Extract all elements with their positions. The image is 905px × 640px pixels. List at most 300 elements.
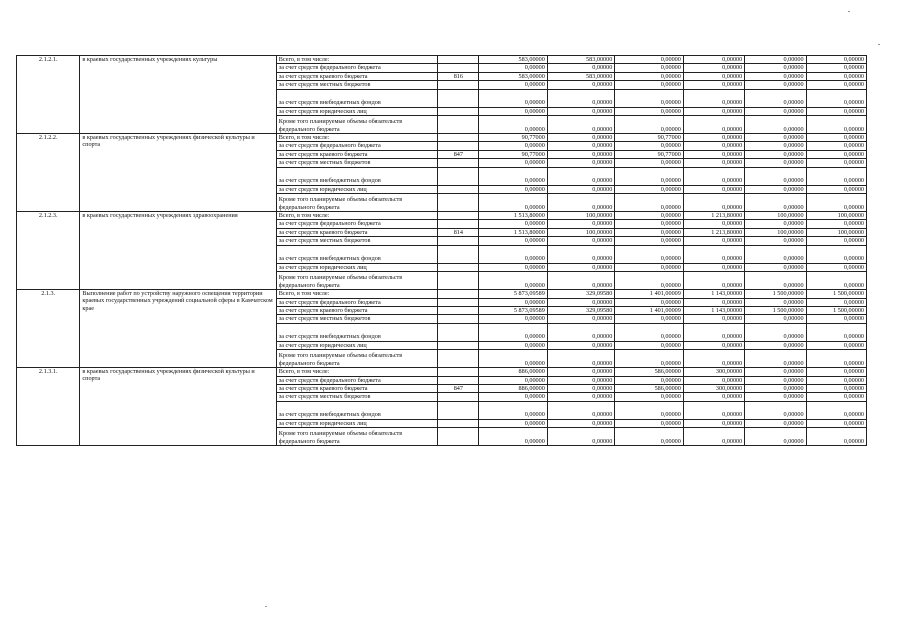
amount-cell: 0,00000 bbox=[615, 64, 684, 72]
agency-code bbox=[438, 393, 479, 401]
agency-code bbox=[438, 368, 479, 376]
amount-cell: 0,00000 bbox=[479, 167, 548, 185]
amount-cell: 0,00000 bbox=[745, 150, 806, 158]
amount-cell: 0,00000 bbox=[683, 150, 744, 158]
amount-cell: 0,00000 bbox=[745, 237, 806, 245]
agency-code: 814 bbox=[438, 228, 479, 236]
funding-source-label: Всего, в том числе: bbox=[276, 212, 438, 220]
funding-source-label: за счет средств внебюджетных фондов bbox=[276, 167, 438, 185]
amount-cell: 0,00000 bbox=[547, 315, 615, 323]
amount-cell: 0,00000 bbox=[547, 368, 615, 376]
amount-cell: 0,00000 bbox=[615, 56, 684, 64]
amount-cell: 90,77000 bbox=[479, 134, 548, 142]
item-code: 2.1.3.1. bbox=[17, 368, 80, 446]
amount-cell: 0,00000 bbox=[806, 350, 866, 368]
agency-code bbox=[438, 290, 479, 298]
amount-cell: 0,00000 bbox=[745, 393, 806, 401]
amount-cell: 0,00000 bbox=[683, 237, 744, 245]
amount-cell: 0,00000 bbox=[547, 64, 615, 72]
funding-source-label: за счет средств юридических лиц bbox=[276, 107, 438, 115]
amount-cell: 0,00000 bbox=[683, 89, 744, 107]
amount-cell: 0,00000 bbox=[479, 81, 548, 89]
amount-cell: 0,00000 bbox=[806, 159, 866, 167]
amount-cell: 100,00000 bbox=[547, 212, 615, 220]
agency-code bbox=[438, 220, 479, 228]
amount-cell: 583,00000 bbox=[547, 56, 615, 64]
amount-cell: 1 213,80000 bbox=[683, 212, 744, 220]
table-row bbox=[17, 134, 867, 142]
item-code: 2.1.3. bbox=[17, 290, 80, 368]
amount-cell: 0,00000 bbox=[806, 81, 866, 89]
amount-cell: 0,00000 bbox=[615, 272, 684, 290]
funding-source-label: Всего, в том числе: bbox=[276, 368, 438, 376]
agency-code bbox=[438, 107, 479, 115]
agency-code bbox=[438, 376, 479, 384]
amount-cell: 0,00000 bbox=[806, 245, 866, 263]
funding-source-label: Всего, в том числе: bbox=[276, 56, 438, 64]
amount-cell: 0,00000 bbox=[683, 142, 744, 150]
amount-cell: 0,00000 bbox=[615, 107, 684, 115]
amount-cell: 0,00000 bbox=[745, 142, 806, 150]
amount-cell: 0,00000 bbox=[745, 298, 806, 306]
agency-code bbox=[438, 323, 479, 341]
amount-cell: 0,00000 bbox=[547, 384, 615, 392]
amount-cell: 0,00000 bbox=[745, 159, 806, 167]
item-name: в краевых государственных учреждениях физической культуры и спорта bbox=[80, 134, 276, 212]
amount-cell: 0,00000 bbox=[479, 107, 548, 115]
amount-cell: 0,00000 bbox=[547, 401, 615, 419]
amount-cell: 0,00000 bbox=[683, 315, 744, 323]
amount-cell: 0,00000 bbox=[547, 89, 615, 107]
amount-cell: 0,00000 bbox=[615, 237, 684, 245]
agency-code bbox=[438, 419, 479, 427]
agency-code bbox=[438, 306, 479, 314]
amount-cell: 0,00000 bbox=[745, 368, 806, 376]
amount-cell: 0,00000 bbox=[745, 167, 806, 185]
amount-cell: 0,00000 bbox=[547, 245, 615, 263]
table-row bbox=[17, 212, 867, 220]
table-row bbox=[17, 56, 867, 64]
funding-source-label: за счет средств местных бюджетов bbox=[276, 237, 438, 245]
funding-source-label: за счет средств внебюджетных фондов bbox=[276, 89, 438, 107]
amount-cell: 0,00000 bbox=[745, 419, 806, 427]
amount-cell: 0,00000 bbox=[547, 167, 615, 185]
amount-cell: 0,00000 bbox=[745, 341, 806, 349]
amount-cell: 0,00000 bbox=[479, 220, 548, 228]
amount-cell: 0,00000 bbox=[745, 323, 806, 341]
scan-speck bbox=[878, 44, 880, 45]
amount-cell: 586,00000 bbox=[615, 368, 684, 376]
amount-cell: 0,00000 bbox=[745, 401, 806, 419]
funding-source-label: за счет средств юридических лиц bbox=[276, 419, 438, 427]
amount-cell: 0,00000 bbox=[683, 220, 744, 228]
funding-source-label: за счет средств краевого бюджета bbox=[276, 72, 438, 80]
amount-cell: 0,00000 bbox=[547, 393, 615, 401]
amount-cell: 0,00000 bbox=[683, 376, 744, 384]
item-code: 2.1.2.1. bbox=[17, 56, 80, 134]
amount-cell: 1 500,00000 bbox=[745, 306, 806, 314]
amount-cell: 0,00000 bbox=[615, 167, 684, 185]
amount-cell: 0,00000 bbox=[615, 116, 684, 134]
amount-cell: 0,00000 bbox=[806, 298, 866, 306]
amount-cell: 0,00000 bbox=[806, 142, 866, 150]
agency-code: 847 bbox=[438, 150, 479, 158]
amount-cell: 100,00000 bbox=[806, 212, 866, 220]
agency-code bbox=[438, 159, 479, 167]
table-row bbox=[17, 290, 867, 298]
amount-cell: 0,00000 bbox=[683, 263, 744, 271]
amount-cell: 0,00000 bbox=[745, 134, 806, 142]
amount-cell: 0,00000 bbox=[745, 56, 806, 64]
funding-source-label: Всего, в том числе: bbox=[276, 290, 438, 298]
amount-cell: 5 873,09589 bbox=[479, 290, 548, 298]
amount-cell: 0,00000 bbox=[806, 194, 866, 212]
scan-speck bbox=[265, 606, 267, 607]
amount-cell: 0,00000 bbox=[745, 263, 806, 271]
amount-cell: 0,00000 bbox=[806, 263, 866, 271]
amount-cell: 0,00000 bbox=[806, 368, 866, 376]
table-row bbox=[17, 368, 867, 376]
agency-code bbox=[438, 401, 479, 419]
amount-cell: 5 873,09589 bbox=[479, 306, 548, 314]
amount-cell: 0,00000 bbox=[745, 428, 806, 446]
funding-source-label: за счет средств внебюджетных фондов bbox=[276, 401, 438, 419]
amount-cell: 1 500,00000 bbox=[745, 290, 806, 298]
amount-cell: 0,00000 bbox=[547, 142, 615, 150]
amount-cell: 0,00000 bbox=[479, 185, 548, 193]
amount-cell: 0,00000 bbox=[806, 220, 866, 228]
amount-cell: 0,00000 bbox=[745, 384, 806, 392]
funding-source-label: за счет средств федерального бюджета bbox=[276, 376, 438, 384]
agency-code bbox=[438, 428, 479, 446]
amount-cell: 0,00000 bbox=[745, 72, 806, 80]
funding-source-label: за счет средств местных бюджетов bbox=[276, 393, 438, 401]
amount-cell: 0,00000 bbox=[683, 167, 744, 185]
funding-source-label: за счет средств краевого бюджета bbox=[276, 228, 438, 236]
amount-cell: 0,00000 bbox=[479, 116, 548, 134]
amount-cell: 0,00000 bbox=[745, 185, 806, 193]
item-code: 2.1.2.3. bbox=[17, 212, 80, 290]
amount-cell: 90,77000 bbox=[615, 134, 684, 142]
agency-code bbox=[438, 298, 479, 306]
funding-source-label: Кроме того планируемые объемы обязательств федерального бюджета bbox=[276, 350, 438, 368]
amount-cell: 0,00000 bbox=[683, 72, 744, 80]
amount-cell: 0,00000 bbox=[745, 272, 806, 290]
amount-cell: 0,00000 bbox=[806, 393, 866, 401]
amount-cell: 0,00000 bbox=[479, 298, 548, 306]
amount-cell: 0,00000 bbox=[683, 134, 744, 142]
amount-cell: 0,00000 bbox=[806, 150, 866, 158]
amount-cell: 1 500,00000 bbox=[806, 306, 866, 314]
amount-cell: 0,00000 bbox=[479, 428, 548, 446]
funding-source-label: за счет средств внебюджетных фондов bbox=[276, 245, 438, 263]
amount-cell: 0,00000 bbox=[745, 315, 806, 323]
amount-cell: 0,00000 bbox=[547, 428, 615, 446]
amount-cell: 0,00000 bbox=[683, 350, 744, 368]
amount-cell: 0,00000 bbox=[547, 272, 615, 290]
agency-code bbox=[438, 185, 479, 193]
agency-code bbox=[438, 167, 479, 185]
amount-cell: 0,00000 bbox=[615, 419, 684, 427]
amount-cell: 0,00000 bbox=[547, 341, 615, 349]
amount-cell: 0,00000 bbox=[615, 194, 684, 212]
amount-cell: 0,00000 bbox=[479, 376, 548, 384]
amount-cell: 0,00000 bbox=[547, 134, 615, 142]
amount-cell: 0,00000 bbox=[615, 228, 684, 236]
amount-cell: 886,00000 bbox=[479, 384, 548, 392]
amount-cell: 0,00000 bbox=[615, 159, 684, 167]
funding-source-label: за счет средств местных бюджетов bbox=[276, 159, 438, 167]
amount-cell: 0,00000 bbox=[615, 185, 684, 193]
budget-table bbox=[16, 55, 867, 446]
funding-source-label: Кроме того планируемые объемы обязательств федерального бюджета bbox=[276, 272, 438, 290]
amount-cell: 0,00000 bbox=[479, 142, 548, 150]
amount-cell: 583,00000 bbox=[479, 72, 548, 80]
agency-code bbox=[438, 142, 479, 150]
amount-cell: 0,00000 bbox=[547, 298, 615, 306]
amount-cell: 0,00000 bbox=[745, 64, 806, 72]
agency-code bbox=[438, 64, 479, 72]
agency-code bbox=[438, 81, 479, 89]
amount-cell: 0,00000 bbox=[745, 89, 806, 107]
amount-cell: 0,00000 bbox=[547, 194, 615, 212]
agency-code bbox=[438, 56, 479, 64]
amount-cell: 0,00000 bbox=[615, 212, 684, 220]
amount-cell: 1 500,00000 bbox=[806, 290, 866, 298]
amount-cell: 0,00000 bbox=[479, 350, 548, 368]
amount-cell: 0,00000 bbox=[547, 81, 615, 89]
funding-source-label: за счет средств юридических лиц bbox=[276, 185, 438, 193]
agency-code bbox=[438, 212, 479, 220]
amount-cell: 0,00000 bbox=[615, 393, 684, 401]
amount-cell: 300,00000 bbox=[683, 368, 744, 376]
funding-source-label: Кроме того планируемые объемы обязательств федерального бюджета bbox=[276, 194, 438, 212]
amount-cell: 0,00000 bbox=[806, 419, 866, 427]
amount-cell: 0,00000 bbox=[615, 263, 684, 271]
amount-cell: 0,00000 bbox=[806, 428, 866, 446]
amount-cell: 0,00000 bbox=[615, 315, 684, 323]
amount-cell: 0,00000 bbox=[806, 56, 866, 64]
amount-cell: 0,00000 bbox=[683, 272, 744, 290]
amount-cell: 0,00000 bbox=[547, 150, 615, 158]
amount-cell: 0,00000 bbox=[547, 185, 615, 193]
amount-cell: 0,00000 bbox=[479, 419, 548, 427]
amount-cell: 90,77000 bbox=[615, 150, 684, 158]
amount-cell: 0,00000 bbox=[683, 323, 744, 341]
agency-code bbox=[438, 263, 479, 271]
item-name: Выполнение работ по устройству наружного освещения территории краевых государственных учреждений социальной сферы в Камчатском крае bbox=[80, 290, 276, 368]
amount-cell: 0,00000 bbox=[745, 376, 806, 384]
amount-cell: 1 401,00009 bbox=[615, 290, 684, 298]
amount-cell: 0,00000 bbox=[615, 81, 684, 89]
amount-cell: 0,00000 bbox=[547, 323, 615, 341]
amount-cell: 0,00000 bbox=[806, 64, 866, 72]
amount-cell: 0,00000 bbox=[547, 376, 615, 384]
amount-cell: 0,00000 bbox=[479, 159, 548, 167]
agency-code: 847 bbox=[438, 384, 479, 392]
amount-cell: 0,00000 bbox=[806, 167, 866, 185]
item-code: 2.1.2.2. bbox=[17, 134, 80, 212]
amount-cell: 0,00000 bbox=[547, 159, 615, 167]
amount-cell: 0,00000 bbox=[479, 315, 548, 323]
amount-cell: 0,00000 bbox=[806, 341, 866, 349]
funding-source-label: за счет средств краевого бюджета bbox=[276, 384, 438, 392]
scan-speck bbox=[848, 11, 850, 12]
amount-cell: 90,77000 bbox=[479, 150, 548, 158]
amount-cell: 0,00000 bbox=[479, 323, 548, 341]
amount-cell: 0,00000 bbox=[806, 272, 866, 290]
amount-cell: 0,00000 bbox=[683, 419, 744, 427]
agency-code bbox=[438, 315, 479, 323]
amount-cell: 0,00000 bbox=[683, 56, 744, 64]
agency-code bbox=[438, 272, 479, 290]
amount-cell: 0,00000 bbox=[806, 384, 866, 392]
funding-source-label: за счет средств федерального бюджета bbox=[276, 64, 438, 72]
funding-source-label: за счет средств местных бюджетов bbox=[276, 81, 438, 89]
amount-cell: 0,00000 bbox=[615, 142, 684, 150]
table-body bbox=[17, 56, 867, 446]
funding-source-label: Кроме того планируемые объемы обязательств федерального бюджета bbox=[276, 428, 438, 446]
funding-source-label: Кроме того планируемые объемы обязательств федерального бюджета bbox=[276, 116, 438, 134]
amount-cell: 583,00000 bbox=[479, 56, 548, 64]
amount-cell: 1 143,00000 bbox=[683, 290, 744, 298]
amount-cell: 0,00000 bbox=[479, 263, 548, 271]
amount-cell: 1 401,00009 bbox=[615, 306, 684, 314]
amount-cell: 0,00000 bbox=[683, 116, 744, 134]
amount-cell: 0,00000 bbox=[615, 72, 684, 80]
amount-cell: 0,00000 bbox=[683, 341, 744, 349]
amount-cell: 0,00000 bbox=[683, 428, 744, 446]
amount-cell: 0,00000 bbox=[683, 107, 744, 115]
agency-code bbox=[438, 237, 479, 245]
amount-cell: 1 513,80000 bbox=[479, 228, 548, 236]
amount-cell: 0,00000 bbox=[745, 220, 806, 228]
amount-cell: 0,00000 bbox=[806, 376, 866, 384]
agency-code bbox=[438, 116, 479, 134]
amount-cell: 0,00000 bbox=[479, 64, 548, 72]
funding-source-label: за счет средств юридических лиц bbox=[276, 341, 438, 349]
amount-cell: 100,00000 bbox=[745, 212, 806, 220]
amount-cell: 0,00000 bbox=[479, 272, 548, 290]
amount-cell: 0,00000 bbox=[547, 237, 615, 245]
amount-cell: 1 143,00000 bbox=[683, 306, 744, 314]
amount-cell: 0,00000 bbox=[806, 72, 866, 80]
amount-cell: 0,00000 bbox=[806, 116, 866, 134]
amount-cell: 100,00000 bbox=[806, 228, 866, 236]
amount-cell: 0,00000 bbox=[547, 419, 615, 427]
amount-cell: 0,00000 bbox=[547, 220, 615, 228]
funding-source-label: за счет средств федерального бюджета bbox=[276, 220, 438, 228]
amount-cell: 0,00000 bbox=[745, 350, 806, 368]
amount-cell: 0,00000 bbox=[806, 401, 866, 419]
amount-cell: 0,00000 bbox=[745, 245, 806, 263]
agency-code: 816 bbox=[438, 72, 479, 80]
amount-cell: 0,00000 bbox=[479, 89, 548, 107]
amount-cell: 0,00000 bbox=[683, 298, 744, 306]
funding-source-label: за счет средств местных бюджетов bbox=[276, 315, 438, 323]
agency-code bbox=[438, 341, 479, 349]
amount-cell: 329,09580 bbox=[547, 306, 615, 314]
amount-cell: 0,00000 bbox=[806, 89, 866, 107]
funding-source-label: за счет средств краевого бюджета bbox=[276, 306, 438, 314]
amount-cell: 0,00000 bbox=[479, 341, 548, 349]
amount-cell: 0,00000 bbox=[806, 237, 866, 245]
amount-cell: 0,00000 bbox=[683, 393, 744, 401]
item-name: в краевых государственных учреждениях здравоохранения bbox=[80, 212, 276, 290]
amount-cell: 0,00000 bbox=[615, 220, 684, 228]
amount-cell: 0,00000 bbox=[479, 401, 548, 419]
funding-source-label: за счет средств федерального бюджета bbox=[276, 298, 438, 306]
funding-source-label: за счет средств федерального бюджета bbox=[276, 142, 438, 150]
agency-code bbox=[438, 89, 479, 107]
funding-source-label: Всего, в том числе: bbox=[276, 134, 438, 142]
amount-cell: 0,00000 bbox=[806, 315, 866, 323]
amount-cell: 0,00000 bbox=[615, 376, 684, 384]
amount-cell: 583,00000 bbox=[547, 72, 615, 80]
amount-cell: 0,00000 bbox=[615, 428, 684, 446]
amount-cell: 0,00000 bbox=[615, 350, 684, 368]
funding-source-label: за счет средств юридических лиц bbox=[276, 263, 438, 271]
amount-cell: 0,00000 bbox=[615, 341, 684, 349]
amount-cell: 0,00000 bbox=[683, 185, 744, 193]
amount-cell: 0,00000 bbox=[479, 194, 548, 212]
amount-cell: 0,00000 bbox=[615, 323, 684, 341]
amount-cell: 100,00000 bbox=[745, 228, 806, 236]
agency-code bbox=[438, 245, 479, 263]
amount-cell: 0,00000 bbox=[615, 245, 684, 263]
amount-cell: 0,00000 bbox=[806, 134, 866, 142]
amount-cell: 0,00000 bbox=[683, 401, 744, 419]
amount-cell: 0,00000 bbox=[615, 89, 684, 107]
amount-cell: 0,00000 bbox=[745, 194, 806, 212]
agency-code bbox=[438, 194, 479, 212]
funding-source-label: за счет средств внебюджетных фондов bbox=[276, 323, 438, 341]
amount-cell: 0,00000 bbox=[547, 263, 615, 271]
amount-cell: 0,00000 bbox=[745, 116, 806, 134]
agency-code bbox=[438, 350, 479, 368]
amount-cell: 0,00000 bbox=[683, 81, 744, 89]
amount-cell: 0,00000 bbox=[745, 107, 806, 115]
amount-cell: 0,00000 bbox=[547, 116, 615, 134]
amount-cell: 300,00000 bbox=[683, 384, 744, 392]
amount-cell: 0,00000 bbox=[806, 107, 866, 115]
item-name: в краевых государственных учреждениях культуры bbox=[80, 56, 276, 134]
item-name: в краевых государственных учреждениях физической культуры и спорта bbox=[80, 368, 276, 446]
amount-cell: 0,00000 bbox=[479, 245, 548, 263]
amount-cell: 329,09580 bbox=[547, 290, 615, 298]
amount-cell: 0,00000 bbox=[479, 237, 548, 245]
amount-cell: 0,00000 bbox=[547, 107, 615, 115]
amount-cell: 0,00000 bbox=[806, 185, 866, 193]
funding-source-label: за счет средств краевого бюджета bbox=[276, 150, 438, 158]
amount-cell: 100,00000 bbox=[547, 228, 615, 236]
amount-cell: 0,00000 bbox=[615, 401, 684, 419]
amount-cell: 0,00000 bbox=[683, 245, 744, 263]
amount-cell: 0,00000 bbox=[806, 323, 866, 341]
amount-cell: 0,00000 bbox=[683, 194, 744, 212]
amount-cell: 0,00000 bbox=[683, 64, 744, 72]
amount-cell: 586,00000 bbox=[615, 384, 684, 392]
amount-cell: 1 213,80000 bbox=[683, 228, 744, 236]
amount-cell: 1 513,80000 bbox=[479, 212, 548, 220]
amount-cell: 0,00000 bbox=[683, 159, 744, 167]
amount-cell: 0,00000 bbox=[615, 298, 684, 306]
amount-cell: 886,00000 bbox=[479, 368, 548, 376]
amount-cell: 0,00000 bbox=[479, 393, 548, 401]
amount-cell: 0,00000 bbox=[745, 81, 806, 89]
amount-cell: 0,00000 bbox=[547, 350, 615, 368]
agency-code bbox=[438, 134, 479, 142]
